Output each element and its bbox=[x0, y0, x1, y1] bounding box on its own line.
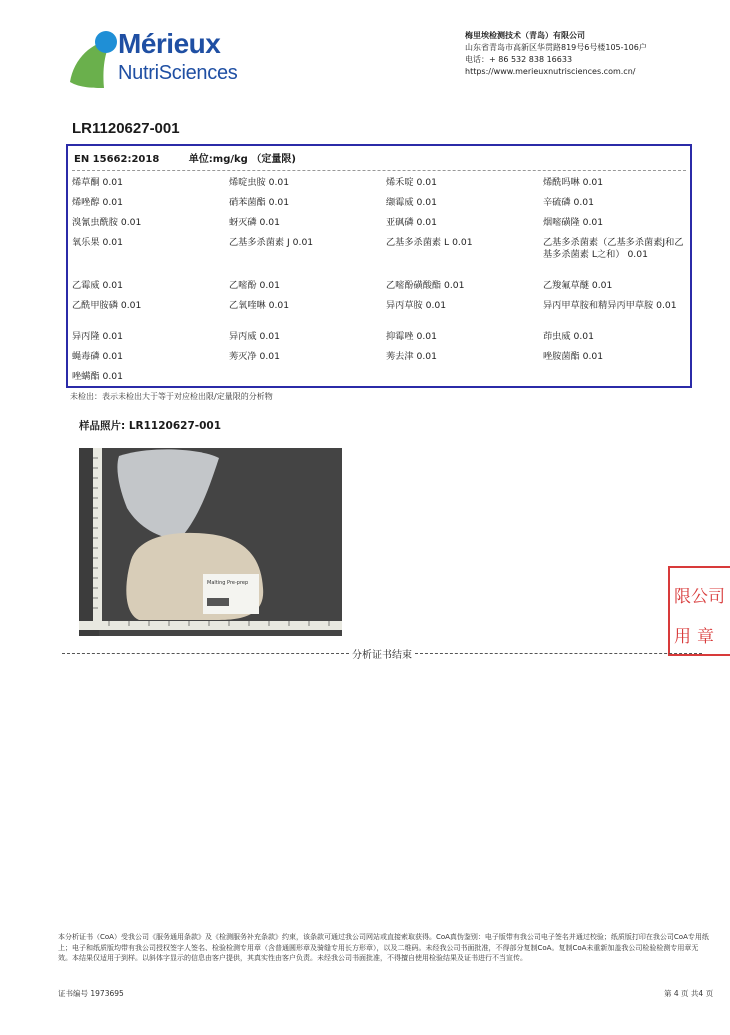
result-cell: 乙氧喹啉 0.01 bbox=[229, 300, 290, 311]
company-website[interactable]: https://www.merieuxnutrisciences.com.cn/ bbox=[465, 67, 636, 76]
results-header bbox=[74, 150, 322, 165]
result-cell: 蝇毒磷 0.01 bbox=[72, 351, 123, 362]
result-cell: 缬霉威 0.01 bbox=[386, 197, 437, 208]
unit-label: 单位:mg/kg （定量限) bbox=[188, 154, 296, 165]
end-marker-text: 分析证书结束 bbox=[352, 649, 412, 661]
sample-photo bbox=[79, 448, 342, 636]
result-cell: 异丙甲草胺和精异丙甲草胺 0.01 bbox=[543, 300, 677, 311]
result-cell bbox=[386, 370, 543, 383]
end-dash-left bbox=[62, 653, 349, 654]
result-cell: 乙基多杀菌素 L 0.01 bbox=[386, 237, 473, 248]
result-cell: 烟嘧磺隆 0.01 bbox=[543, 217, 604, 228]
result-cell: 抑霉唑 0.01 bbox=[386, 331, 437, 342]
company-info bbox=[465, 30, 647, 78]
footer-disclaimer: 本分析证书（CoA）受我公司《服务通用条款》及《检测服务补充条款》约束，该条款可通过我公司网站或直接索取获得。CoA真伪鉴别：电子版带有我公司电子签名并通过校验；纸质版打印在我公司CoA专用纸上；电子和纸质版均带有我公司授权签字人签名、检验检测专用章（含普通圆形章及骑缝专用长方形章），以及二维码。未经我公司书面批准，不得部分复制CoA。复制CoA未重新加盖我公司检验检测专用章无效。本结果仅适用于到样。以斜体字显示的信息由客户提供，其真实性由客户负责。未经我公司书面批准，不得擅自使用检验结果及证书进行不当宣传。 bbox=[58, 933, 709, 962]
result-cell: 蚜灭磷 0.01 bbox=[229, 217, 280, 228]
ruler-horizontal bbox=[79, 621, 342, 630]
photo-title: 样品照片: LR1120627-001 bbox=[79, 420, 222, 432]
result-cell: 烯唑醇 0.01 bbox=[72, 197, 123, 208]
result-cell bbox=[229, 370, 386, 383]
result-cell: 唑螨酯 0.01 bbox=[72, 371, 123, 382]
result-cell: 氧乐果 0.01 bbox=[72, 237, 123, 248]
certificate-end-marker bbox=[62, 646, 702, 660]
company-address: 山东省青岛市高新区华贯路819号6号楼105-106户 bbox=[465, 43, 647, 52]
result-cell: 茚虫威 0.01 bbox=[543, 331, 594, 342]
result-cell: 异丙威 0.01 bbox=[229, 331, 280, 342]
result-cell: 溴氰虫酰胺 0.01 bbox=[72, 217, 142, 228]
results-box bbox=[66, 144, 692, 388]
page-number: 第 4 页 共4 页 bbox=[664, 989, 714, 998]
result-cell: 莠去津 0.01 bbox=[386, 351, 437, 362]
logo-sub-text: NutriSciences bbox=[118, 62, 238, 84]
method-label: EN 15662:2018 bbox=[74, 154, 160, 165]
official-stamp bbox=[668, 566, 730, 656]
certificate-number: 证书编号 1973695 bbox=[58, 989, 124, 998]
sample-photo-graphic bbox=[79, 448, 342, 636]
result-cell: 烯禾啶 0.01 bbox=[386, 177, 437, 188]
result-cell: 辛硫磷 0.01 bbox=[543, 197, 594, 208]
result-cell: 亚砜磷 0.01 bbox=[386, 217, 437, 228]
result-cell: 乙嘧酚 0.01 bbox=[229, 280, 280, 291]
results-note: 未检出：表示未检出大于等于对应检出限/定量限的分析物 bbox=[70, 392, 273, 401]
result-cell: 乙羧氟草醚 0.01 bbox=[543, 280, 613, 291]
result-cell: 唑胺菌酯 0.01 bbox=[543, 351, 604, 362]
result-cell: 乙酰甲胺磷 0.01 bbox=[72, 300, 142, 311]
results-divider bbox=[72, 170, 686, 171]
company-name: 梅里埃检测技术（青岛）有限公司 bbox=[465, 31, 585, 40]
result-cell: 乙基多杀菌素 J 0.01 bbox=[229, 237, 314, 248]
result-cell: 乙霉威 0.01 bbox=[72, 280, 123, 291]
result-cell: 乙基多杀菌素（乙基多杀菌素J和乙基多杀菌素 L之和） 0.01 bbox=[543, 237, 684, 260]
report-id: LR1120627-001 bbox=[72, 120, 180, 137]
result-cell: 烯酰吗啉 0.01 bbox=[543, 177, 604, 188]
stamp-text-line1: 限公司 bbox=[674, 587, 725, 607]
logo-brand-text: Mérieux bbox=[118, 28, 221, 59]
logo-dot bbox=[95, 31, 117, 53]
result-cell: 异丙草胺 0.01 bbox=[386, 300, 447, 311]
end-dash-right bbox=[415, 653, 702, 654]
result-cell: 烯啶虫胺 0.01 bbox=[229, 177, 290, 188]
bag-label-text: Malting Pre-prep bbox=[207, 580, 249, 586]
result-cell bbox=[543, 370, 686, 383]
result-cell: 莠灭净 0.01 bbox=[229, 351, 280, 362]
result-cell: 烯草酮 0.01 bbox=[72, 177, 123, 188]
company-phone: 电话：+ 86 532 838 16633 bbox=[465, 55, 573, 64]
results-grid bbox=[72, 176, 686, 383]
stamp-text-line2: 用章 bbox=[674, 627, 720, 647]
result-cell: 硝苯菌酯 0.01 bbox=[229, 197, 290, 208]
result-cell: 异丙隆 0.01 bbox=[72, 331, 123, 342]
result-cell: 乙嘧酚磺酸酯 0.01 bbox=[386, 280, 465, 291]
